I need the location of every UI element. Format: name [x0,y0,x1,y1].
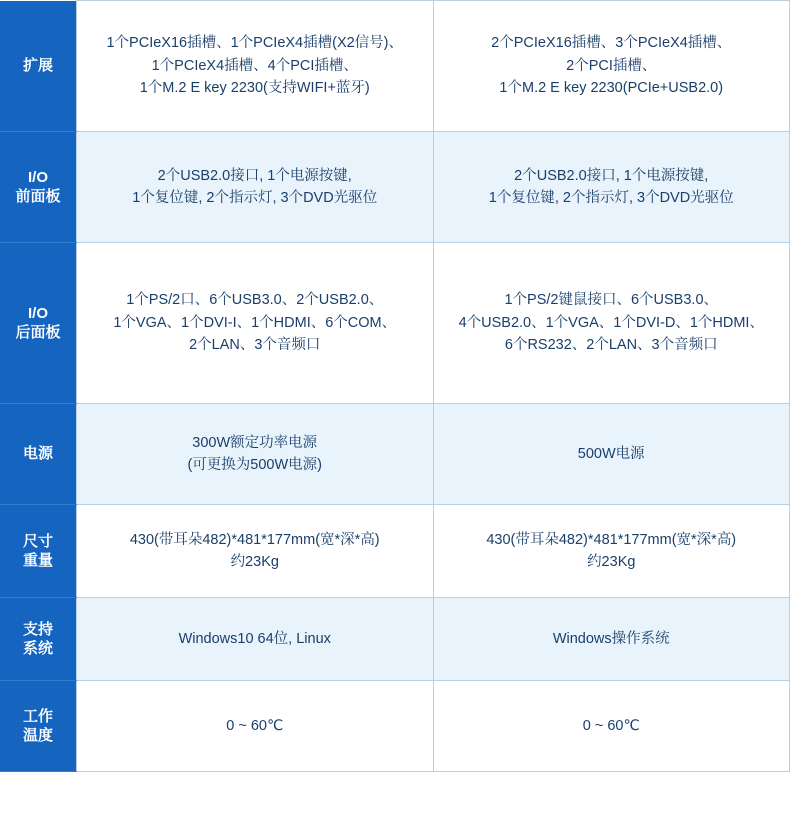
spec-cell-model-a [77,132,434,243]
spec-line: 1个M.2 E key 2230(PCIe+USB2.0) [499,80,724,97]
spec-cell-model-a [77,243,434,404]
row-label-line: 支持 [22,620,53,638]
spec-line: 1个复位键, 2个指示灯, 3个DVD光驱位 [132,190,378,206]
row-label [0,598,77,681]
row-label [0,132,77,243]
spec-line: 1个复位键, 2个指示灯, 3个DVD光驱位 [488,190,734,206]
table-row [0,505,790,598]
row-label-line: 电源 [22,445,53,463]
spec-line: Windows10 64位, Linux [178,630,331,647]
spec-line: 430(带耳朵482)*481*177mm(宽*深*高) [129,531,380,548]
row-label [0,404,77,505]
spec-line: 1个M.2 E key 2230(支持WIFI+蓝牙) [139,80,370,97]
spec-cell-model-b [433,1,790,132]
row-label-line: 尺寸 [22,532,53,550]
spec-line: 6个RS232、2个LAN、3个音频口 [504,337,718,354]
spec-line: 1个PCIeX16插槽、1个PCIeX4插槽(X2信号)、 [106,35,404,52]
row-label [0,681,77,772]
row-label-line: 系统 [22,640,53,657]
spec-cell-model-b [433,505,790,598]
spec-line: 约23Kg [230,554,279,570]
spec-cell-model-b [433,681,790,772]
row-label [0,1,77,132]
row-label-line: 重量 [22,552,53,569]
spec-line: 300W额定功率电源 [192,434,318,451]
spec-line: 0 ~ 60℃ [582,717,640,734]
row-label-line: 扩展 [22,57,53,74]
spec-cell-model-a [77,505,434,598]
table-row [0,598,790,681]
bottom-filler [0,772,790,840]
spec-line: 1个VGA、1个DVI-I、1个HDMI、6个COM、 [113,314,397,331]
spec-line: 1个PS/2口、6个USB3.0、2个USB2.0、 [126,292,384,309]
row-label-line: I/O [27,304,48,322]
spec-cell-model-b [433,404,790,505]
spec-line: Windows操作系统 [552,630,670,647]
row-label-line: I/O [27,168,48,186]
spec-cell-model-a [77,404,434,505]
row-label-line: 前面板 [15,188,61,205]
spec-cell-model-a [77,1,434,132]
row-label-line: 工作 [22,707,53,725]
table-row [0,1,790,132]
spec-table-body [0,1,790,772]
spec-line: 0 ~ 60℃ [226,717,284,734]
table-row [0,404,790,505]
spec-line: 430(带耳朵482)*481*177mm(宽*深*高) [486,531,737,548]
spec-line: 2个LAN、3个音频口 [189,337,321,354]
spec-line: 2个USB2.0接口, 1个电源按键, [157,167,352,184]
spec-cell-model-a [77,598,434,681]
spec-cell-model-b [433,598,790,681]
spec-line: 约23Kg [587,554,636,570]
spec-line: (可更换为500W电源) [187,457,323,473]
row-label-line: 后面板 [15,324,61,341]
table-row [0,243,790,404]
spec-line: 1个PCIeX4插槽、4个PCI插槽、 [151,57,358,74]
spec-cell-model-b [433,132,790,243]
row-label [0,243,77,404]
spec-cell-model-a [77,681,434,772]
spec-line: 2个PCIeX16插槽、3个PCIeX4插槽、 [491,35,732,52]
row-label-line: 温度 [22,727,53,744]
spec-line: 2个PCI插槽、 [566,57,657,74]
spec-line: 2个USB2.0接口, 1个电源按键, [514,167,709,184]
spec-line: 500W电源 [577,445,645,462]
row-label [0,505,77,598]
table-row [0,132,790,243]
spec-cell-model-b [433,243,790,404]
spec-line: 1个PS/2键鼠接口、6个USB3.0、 [504,292,719,309]
spec-line: 4个USB2.0、1个VGA、1个DVI-D、1个HDMI、 [458,314,764,331]
table-row [0,681,790,772]
